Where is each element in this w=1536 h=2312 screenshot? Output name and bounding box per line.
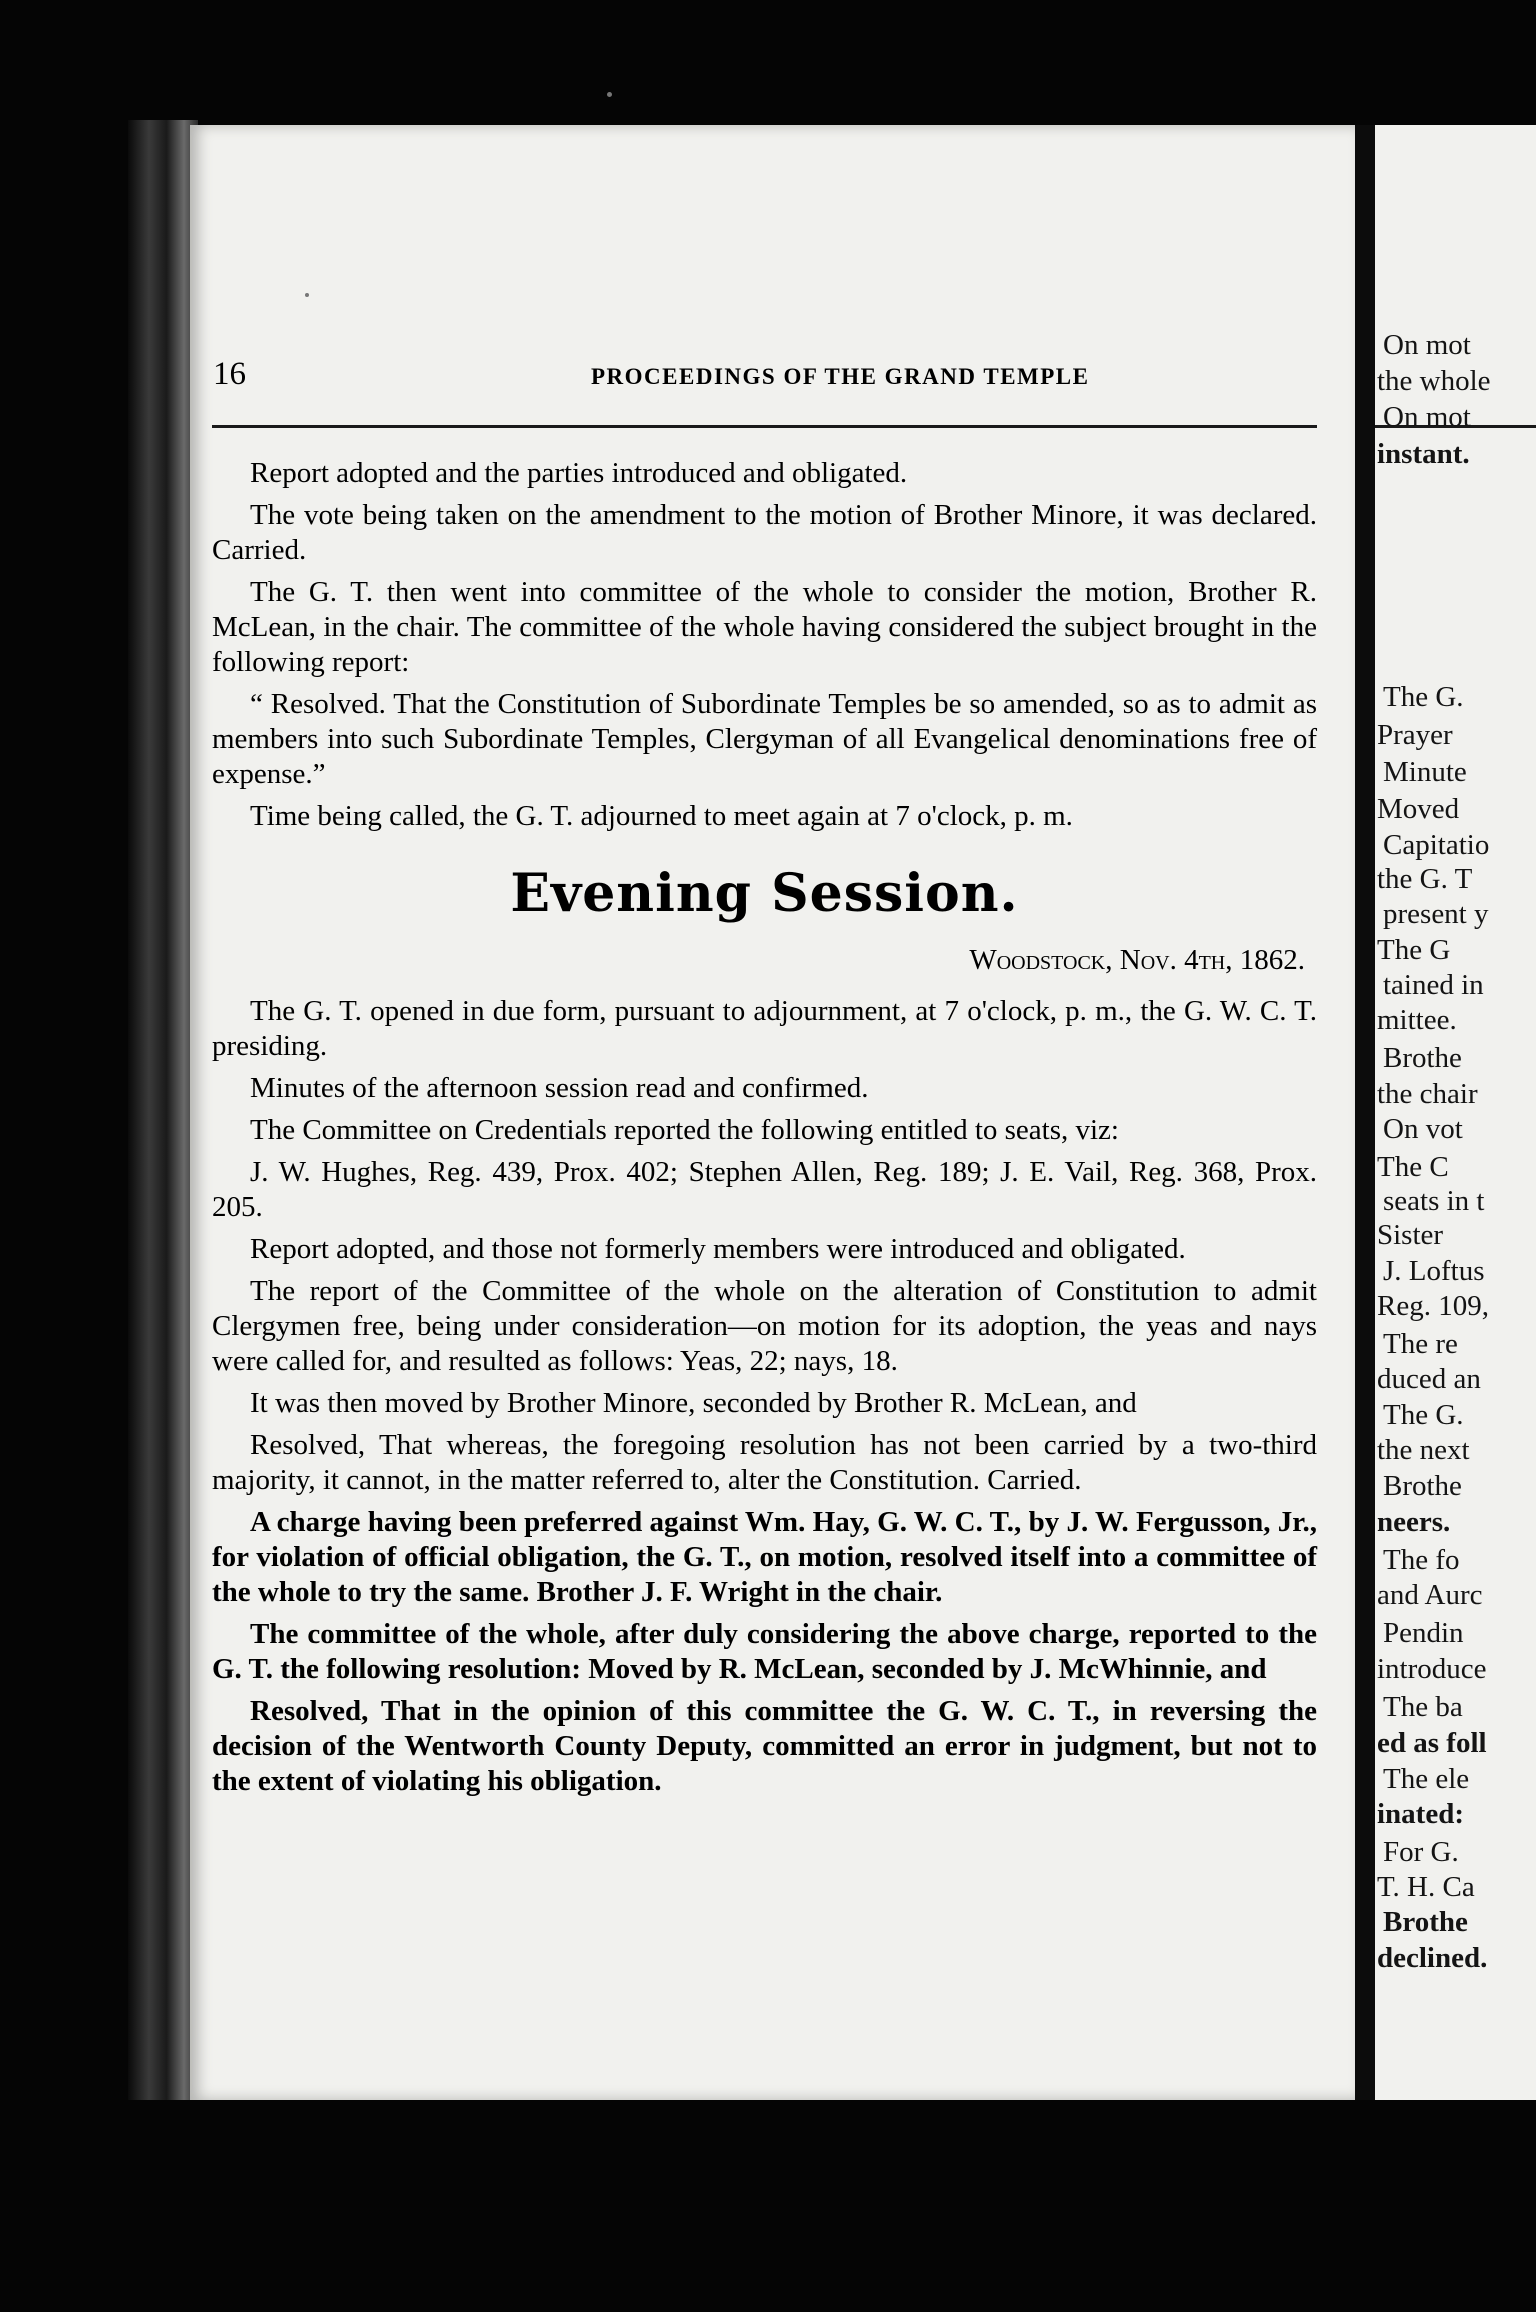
paragraph: Resolved, That in the opinion of this committee the G. W. C. T., in reversing the decision of the Wentworth County Deputy, committed an error in judgment, but not to the extent of violating his obligation. xyxy=(212,1695,1317,1797)
page-header xyxy=(213,356,1313,400)
paragraph: The G. T. then went into committee of the whole to consider the motion, Brother R. McLean, in the chair. The committee of the whole having considered the subject brought in the following report: xyxy=(212,576,1317,678)
right-page-fragment: and Aurc xyxy=(1377,1579,1483,1611)
film-speck xyxy=(607,92,612,97)
right-page-fragment: T. H. Ca xyxy=(1377,1871,1475,1903)
right-page-fragment: the next xyxy=(1377,1434,1470,1466)
right-page-fragment: For G. xyxy=(1383,1836,1459,1868)
right-page xyxy=(1375,125,1536,2100)
right-page-fragment: The ba xyxy=(1383,1691,1463,1723)
right-page-fragment: The re xyxy=(1383,1328,1458,1360)
right-page-fragment: duced an xyxy=(1377,1363,1481,1395)
right-page-fragment: The G. xyxy=(1383,681,1464,713)
right-page-fragment: declined. xyxy=(1377,1942,1488,1974)
right-page-fragment: The G xyxy=(1377,934,1451,966)
right-page-fragment: The ele xyxy=(1383,1763,1470,1795)
right-page-fragment: neers. xyxy=(1377,1506,1451,1538)
right-page-fragment: instant. xyxy=(1377,438,1470,470)
book-gutter xyxy=(1355,125,1375,2100)
paragraph: The report of the Committee of the whole on the alteration of Constitution to admit Clergymen free, being under consideration—on motion for its adoption, the yeas and nays were called for, and resulted as follows: Yeas, 22; nays, 18. xyxy=(212,1275,1317,1377)
right-page-fragment: Capitatio xyxy=(1383,829,1490,861)
running-title: PROCEEDINGS OF THE GRAND TEMPLE xyxy=(591,364,1090,389)
right-page-fragment: Moved xyxy=(1377,793,1460,825)
session-heading: Evening Session. xyxy=(510,863,1019,924)
right-page-fragment: the chair xyxy=(1377,1078,1478,1110)
right-page-fragment: Brothe xyxy=(1383,1470,1462,1502)
right-page-fragment: present y xyxy=(1383,898,1489,930)
paragraph: It was then moved by Brother Minore, seconded by Brother R. McLean, and xyxy=(250,1387,1137,1419)
paragraph: The G. T. opened in due form, pursuant to adjournment, at 7 o'clock, p. m., the G. W. C. T. presiding. xyxy=(212,995,1317,1062)
paragraph: The Committee on Credentials reported the following entitled to seats, viz: xyxy=(250,1114,1119,1146)
paragraph: The vote being taken on the amendment to the motion of Brother Minore, it was declared. Carried. xyxy=(212,499,1317,566)
right-page-fragment: seats in t xyxy=(1383,1185,1485,1217)
paragraph: Report adopted and the parties introduced and obligated. xyxy=(250,457,908,489)
paragraph: Minutes of the afternoon session read and confirmed. xyxy=(250,1072,869,1104)
right-page-fragment: The C xyxy=(1377,1151,1449,1183)
film-edge xyxy=(128,120,198,2100)
right-page-fragment: Reg. 109, xyxy=(1377,1290,1489,1322)
right-page-fragment: Pendin xyxy=(1383,1617,1464,1649)
right-page-fragment: introduce xyxy=(1377,1653,1487,1685)
right-page-fragment: On mot xyxy=(1383,329,1471,361)
page-body xyxy=(212,456,1317,1806)
right-page-fragment: ed as foll xyxy=(1377,1727,1487,1759)
right-page-fragment: mittee. xyxy=(1377,1004,1457,1036)
header-rule xyxy=(212,425,1317,428)
right-page-fragment: the G. T xyxy=(1377,863,1473,895)
right-page-fragment: On mot xyxy=(1383,401,1471,433)
right-page-fragment: The G. xyxy=(1383,1399,1464,1431)
paragraph: Resolved, That whereas, the foregoing resolution has not been carried by a two-third majority, it cannot, in the matter referred to, alter the Constitution. Carried. xyxy=(212,1429,1317,1496)
right-page-fragment: Prayer xyxy=(1377,719,1453,751)
right-page-fragment: On vot xyxy=(1383,1113,1463,1145)
paragraph: Report adopted, and those not formerly members were introduced and obligated. xyxy=(250,1233,1186,1265)
dateline: Woodstock, Nov. 4th, 1862. xyxy=(969,944,1305,976)
paragraph: J. W. Hughes, Reg. 439, Prox. 402; Stephen Allen, Reg. 189; J. E. Vail, Reg. 368, Prox. 205. xyxy=(212,1156,1317,1223)
page-number: 16 xyxy=(213,356,246,392)
right-page-fragment: Minute xyxy=(1383,756,1467,788)
paragraph: Time being called, the G. T. adjourned to meet again at 7 o'clock, p. m. xyxy=(250,800,1073,832)
right-page-fragment: J. Loftus xyxy=(1383,1255,1485,1287)
right-page-fragment: inated: xyxy=(1377,1798,1464,1830)
right-page-fragment: Sister xyxy=(1377,1219,1444,1251)
right-page-fragment: the whole xyxy=(1377,365,1491,397)
paragraph: A charge having been preferred against Wm. Hay, G. W. C. T., by J. W. Fergusson, Jr., for violation of official obligation, the G. T., on motion, resolved itself into a committee of the whole to try the same. Brother J. F. Wright in the chair. xyxy=(212,1506,1317,1608)
film-speck xyxy=(305,293,309,297)
right-page-fragment: The fo xyxy=(1383,1544,1460,1576)
right-page-fragment: Brothe xyxy=(1383,1906,1468,1938)
paragraph: “ Resolved. That the Constitution of Subordinate Temples be so amended, so as to admit as members into such Subordinate Temples, Clergyman of all Evangelical denominations free of expense.” xyxy=(212,688,1317,790)
right-page-fragment: tained in xyxy=(1383,969,1484,1001)
right-page-fragment: Brothe xyxy=(1383,1042,1462,1074)
paragraph: The committee of the whole, after duly considering the above charge, reported to the G. T. the following resolution: Moved by R. McLean, seconded by J. McWhinnie, and xyxy=(212,1618,1317,1685)
